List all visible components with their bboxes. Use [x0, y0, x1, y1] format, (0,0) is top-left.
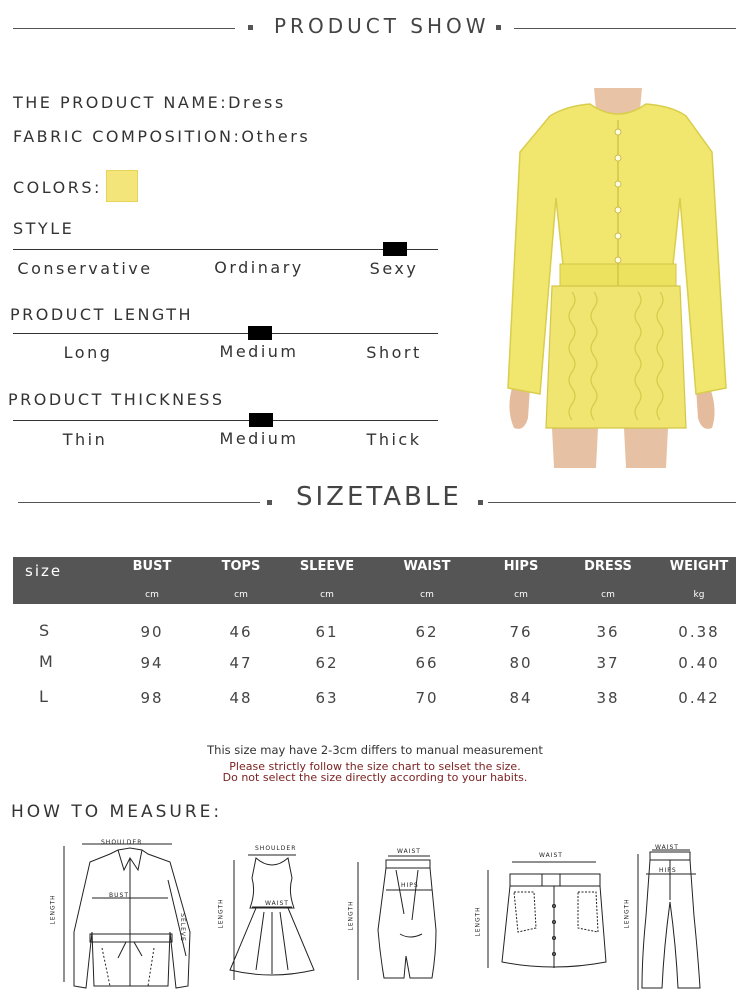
pants-waist-label: WAIST [655, 844, 679, 851]
size-column-header: size [25, 562, 63, 580]
col-hips: HIPS [503, 559, 539, 574]
table-cell: 38 [596, 689, 620, 707]
unit-bust: cm [145, 590, 159, 600]
length-option-short: Short [366, 343, 422, 362]
col-sleeve: SLEEVE [299, 559, 355, 574]
dress-shoulder-label: SHOULDER [255, 845, 297, 852]
page-title: PRODUCT SHOW [274, 14, 490, 38]
pants-length-label: LENGTH [623, 898, 631, 929]
shorts-waist-label: WAIST [539, 852, 563, 859]
length-marker [248, 326, 272, 340]
table-cell: 98 [140, 689, 164, 707]
skirt-length-label: LENGTH [347, 900, 355, 931]
col-weight: WEIGHT [669, 559, 729, 574]
unit-dress: cm [601, 590, 615, 600]
header-rule-right [514, 28, 736, 29]
length-option-medium: Medium [219, 342, 299, 361]
thickness-option-thin: Thin [62, 430, 108, 449]
jacket-shoulder-label: SHOULDER [101, 839, 143, 846]
table-cell: 62 [315, 654, 339, 672]
unit-weight: kg [693, 590, 705, 600]
colors-label: COLORS: [13, 178, 102, 197]
table-cell: 63 [315, 689, 339, 707]
skirt-diagram [352, 850, 442, 984]
length-title: PRODUCT LENGTH [10, 305, 194, 324]
style-scale [13, 249, 438, 250]
how-to-measure-title: HOW TO MEASURE: [11, 802, 223, 822]
length-scale [13, 333, 438, 334]
header-rule-left [13, 28, 235, 29]
table-cell: 47 [229, 654, 253, 672]
thickness-scale [13, 420, 438, 421]
table-cell: 62 [415, 623, 439, 641]
table-cell: 46 [229, 623, 253, 641]
style-option-ordinary: Ordinary [214, 258, 304, 277]
thickness-option-thick: Thick [366, 430, 422, 449]
measurement-note: This size may have 2-3cm differs to manual measurement [207, 743, 543, 757]
jacket-length-label: LENGTH [49, 894, 57, 925]
thickness-marker [249, 413, 273, 427]
skirt-waist-label: WAIST [397, 848, 421, 855]
fabric-composition: FABRIC COMPOSITION:Others [13, 127, 311, 146]
col-dress: DRESS [584, 559, 632, 574]
table-cell: 66 [415, 654, 439, 672]
dress-waist-label: WAIST [265, 900, 289, 907]
pants-hips-label: HIPS [659, 867, 677, 874]
style-option-conservative: Conservative [17, 259, 153, 278]
unit-hips: cm [514, 590, 528, 600]
style-marker [383, 242, 407, 256]
table-cell: 90 [140, 623, 164, 641]
unit-tops: cm [234, 590, 248, 600]
table-cell: 61 [315, 623, 339, 641]
table-cell: 76 [509, 623, 533, 641]
table-cell: 0.38 [678, 623, 720, 641]
shorts-length-label: LENGTH [474, 906, 482, 937]
color-swatch[interactable] [106, 170, 138, 202]
sizetable-dot-right [478, 500, 483, 505]
skirt-hips-label: HIPS [401, 882, 419, 889]
jacket-bust-label: BUST [109, 892, 129, 899]
style-title: STYLE [13, 219, 75, 238]
table-cell: 48 [229, 689, 253, 707]
product-photo [490, 88, 740, 468]
row-size-l: L [39, 687, 48, 706]
warning-note-1: Please strictly follow the size chart to selset the size. [229, 760, 521, 773]
unit-sleeve: cm [320, 590, 334, 600]
table-cell: 0.42 [678, 689, 720, 707]
thickness-title: PRODUCT THICKNESS [8, 390, 225, 409]
sizetable-rule-left [18, 502, 260, 503]
table-cell: 84 [509, 689, 533, 707]
table-cell: 36 [596, 623, 620, 641]
shorts-diagram [478, 856, 608, 972]
thickness-option-medium: Medium [219, 429, 299, 448]
row-size-s: S [39, 621, 50, 640]
unit-waist: cm [420, 590, 434, 600]
table-cell: 94 [140, 654, 164, 672]
dress-length-label: LENGTH [217, 898, 225, 929]
jacket-diagram [50, 836, 200, 994]
length-option-long: Long [63, 343, 113, 362]
header-dot-left [248, 25, 253, 30]
sizetable-title: SIZETABLE [296, 482, 462, 512]
row-size-m: M [39, 652, 53, 671]
jacket-sleeve-label: SELEVE [178, 913, 186, 942]
col-waist: WAIST [403, 559, 451, 574]
col-bust: BUST [132, 559, 172, 574]
table-cell: 37 [596, 654, 620, 672]
sizetable-dot-left [267, 500, 272, 505]
dress-diagram [226, 852, 316, 982]
style-option-sexy: Sexy [369, 259, 419, 278]
sizetable-rule-right [488, 502, 736, 503]
header-dot-right [496, 25, 501, 30]
product-name: THE PRODUCT NAME:Dress [13, 93, 286, 112]
table-cell: 80 [509, 654, 533, 672]
size-table-header [13, 557, 736, 604]
table-cell: 0.40 [678, 654, 720, 672]
col-tops: TOPS [221, 559, 261, 574]
table-cell: 70 [415, 689, 439, 707]
warning-note-2: Do not select the size directly according to your habits. [222, 771, 528, 784]
